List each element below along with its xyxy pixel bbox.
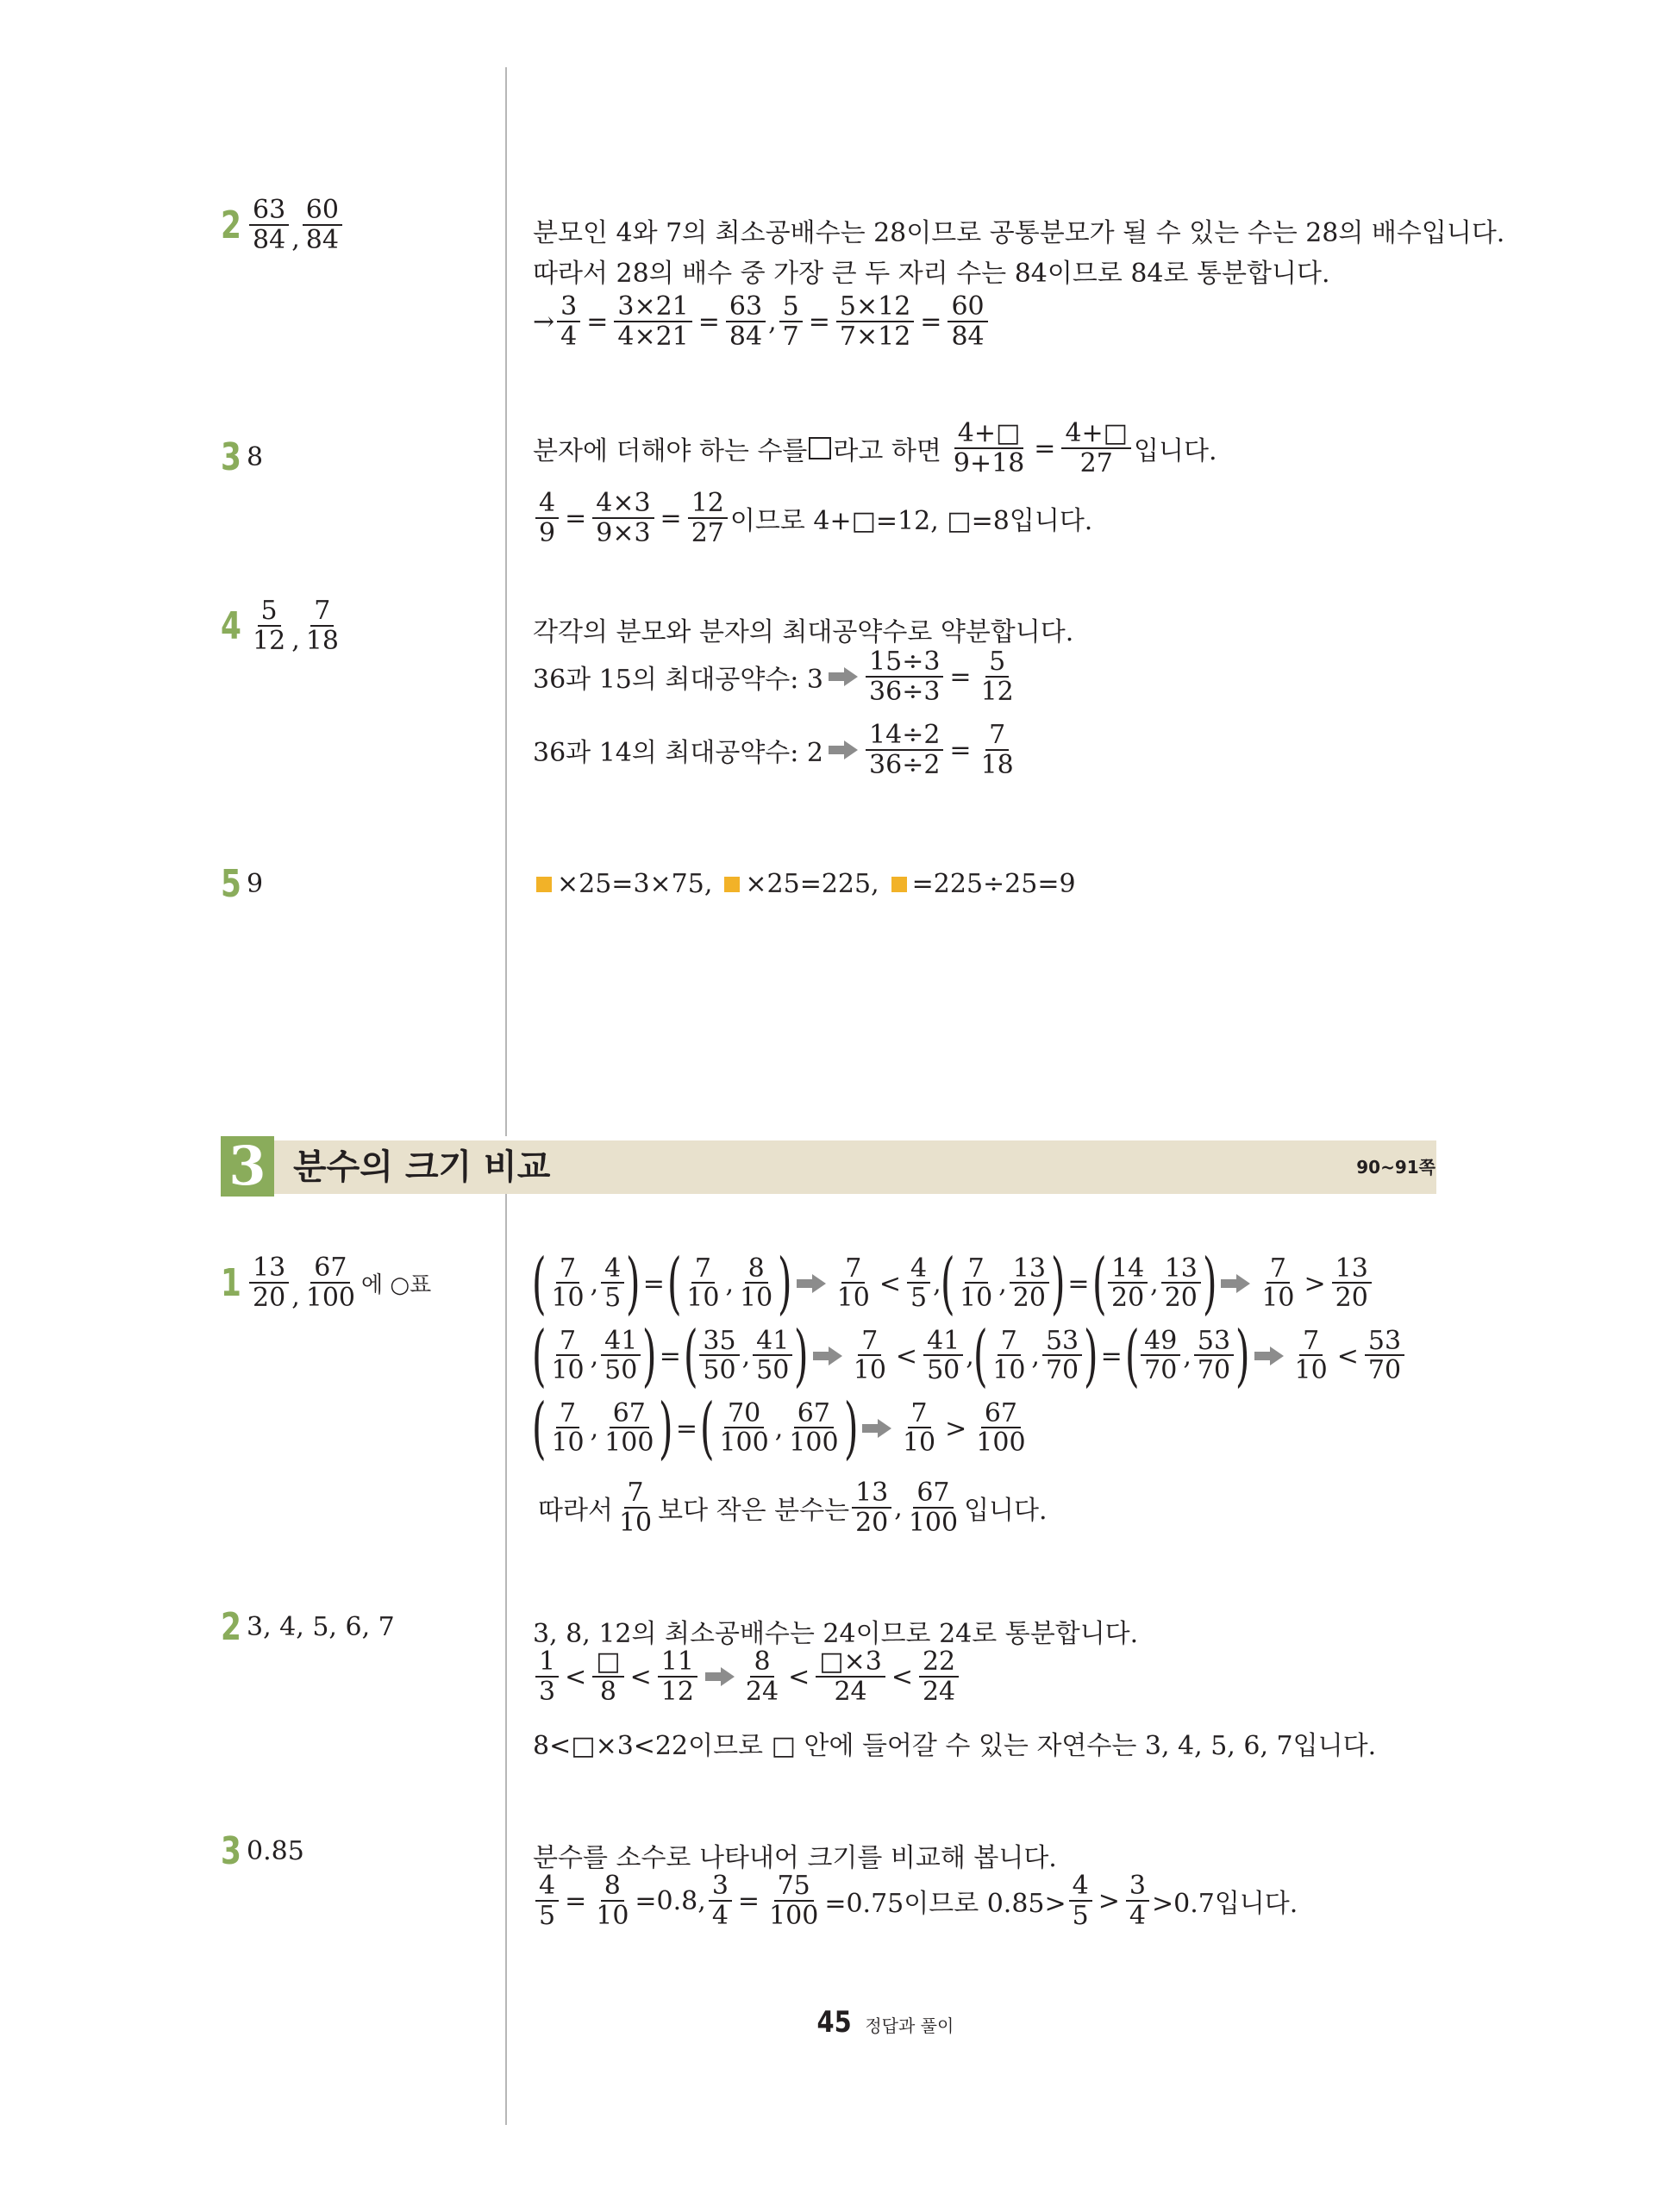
- answer-number: 2: [221, 203, 241, 247]
- answer-4: 4 $\frac{5}{12}$ , $\frac{7}{18}$: [221, 597, 345, 655]
- fraction: $\frac{63}{84}$: [249, 197, 289, 254]
- answer-2: 2 $\frac{63}{84}$ , $\frac{60}{84}$: [221, 197, 345, 254]
- explanation-5: ×25=3×75, ×25=225, =225÷25=9: [533, 869, 1076, 899]
- fraction: $\frac{41}{50}$: [753, 1328, 792, 1385]
- section-answer-3: [221, 1829, 304, 1873]
- fraction: $\frac{3}{4}$: [1126, 1872, 1149, 1930]
- fraction: $\frac{7}{10}$: [992, 1325, 1026, 1386]
- section-answer-2: [221, 1605, 395, 1649]
- fraction: $\frac{35}{50}$: [699, 1328, 739, 1385]
- fraction: $\frac{67}{100}$: [908, 1478, 959, 1538]
- fraction: $\frac{8}{10}$: [596, 1871, 629, 1931]
- answer-number: 2: [221, 1605, 241, 1649]
- fraction: $\frac{4\times 3}{9\times 3}$: [592, 490, 654, 547]
- fraction: $\frac{13}{20}$: [852, 1479, 891, 1537]
- fraction: $\frac{□}{8}$: [592, 1648, 623, 1706]
- section-number: 3: [221, 1136, 274, 1197]
- fraction: $\frac{5}{12}$: [253, 596, 286, 656]
- fraction: $\frac{8}{24}$: [745, 1647, 779, 1707]
- explanation-4-line-3: 36과 14의 최대공약수: 2 $\frac{14\div 2}{36\div 2}$ = $\frac{7}{18}$: [533, 722, 1020, 779]
- comparison-row-2: ( $\frac{7}{10}$ , $\frac{41}{50}$ ) = ( $\frac{35}{50}$ , $\frac{41}{50}$ ) $\frac{7}{10}$ < $\frac{41}{50}$ , ( $\frac{7}{10}$ , $\frac{53}{70}$ ) = ( $\frac{49}{70}$ , $\frac{53}{70}$ ) $\frac{7}{10}$ < $\frac{53}{70}$: [533, 1322, 1407, 1390]
- answer-5: [221, 862, 263, 906]
- fraction: $\frac{□\times 3}{24}$: [816, 1648, 885, 1706]
- answer-value: 9: [247, 869, 264, 899]
- fraction: $\frac{15\div 3}{36\div 3}$: [866, 648, 943, 706]
- s3-line-2: $\frac{4}{5}$ = $\frac{8}{10}$ =0.8, $\frac{3}{4}$ = $\frac{75}{100}$ =0.75이므로 0.85> $\frac{4}{5}$ > $\frac{3}{4}$ >0.7입니다.: [533, 1872, 1298, 1930]
- fraction: $\frac{7}{10}$: [551, 1325, 585, 1386]
- fraction: $\frac{7}{10}$: [902, 1397, 936, 1459]
- fraction: $\frac{60}{84}$: [303, 197, 342, 254]
- fraction: $\frac{3\times 21}{4\times 21}$: [614, 293, 691, 351]
- fraction: $\frac{67}{100}$: [604, 1397, 654, 1459]
- page-number: 45: [816, 2005, 852, 2040]
- fraction: $\frac{7}{10}$: [960, 1253, 993, 1314]
- fraction: $\frac{41}{50}$: [923, 1328, 963, 1385]
- right-arrow-icon: [1254, 1347, 1284, 1365]
- comparison-row-1: ( $\frac{7}{10}$ , $\frac{4}{5}$ ) = ( $\frac{7}{10}$ , $\frac{8}{10}$ ) $\frac{7}{10}$ < $\frac{4}{5}$ , ( $\frac{7}{10}$ , $\frac{13}{20}$ ) = ( $\frac{14}{20}$ , $\frac{13}{20}$ ) $\frac{7}{10}$ > $\frac{13}{20}$: [533, 1250, 1374, 1317]
- fraction: $\frac{13}{20}$: [1161, 1255, 1201, 1313]
- fraction: $\frac{22}{24}$: [919, 1648, 959, 1706]
- answer-number: 4: [221, 603, 241, 648]
- answer-number: 5: [221, 862, 241, 906]
- fraction: $\frac{4}{9}$: [535, 490, 559, 547]
- s3-line-1: 분수를 소수로 나타내어 크기를 비교해 봅니다.: [533, 1843, 1057, 1873]
- fraction: $\frac{4+□}{9+18}$: [953, 418, 1025, 478]
- fraction: $\frac{7}{10}$: [1294, 1325, 1328, 1386]
- fraction: $\frac{67}{100}$: [789, 1397, 839, 1459]
- right-arrow-icon: [1221, 1274, 1250, 1293]
- fraction: $\frac{13}{20}$: [249, 1254, 289, 1312]
- answer-value: 0.85: [247, 1836, 304, 1866]
- comparison-row-3: ( $\frac{7}{10}$ , $\frac{67}{100}$ ) = ( $\frac{70}{100}$ , $\frac{67}{100}$ ) $\frac{7}{10}$ > $\frac{67}{100}$: [533, 1395, 1032, 1462]
- fraction: $\frac{7}{18}$: [980, 720, 1014, 780]
- column-divider-bottom: [505, 1194, 507, 2125]
- page-footer: [814, 2005, 954, 2040]
- fraction: $\frac{60}{84}$: [948, 293, 987, 351]
- fraction: $\frac{7}{18}$: [305, 596, 339, 656]
- fraction: $\frac{1}{3}$: [535, 1648, 559, 1706]
- fraction: $\frac{5}{12}$: [980, 647, 1014, 707]
- fraction: $\frac{14\div 2}{36\div 2}$: [866, 722, 943, 779]
- fraction: $\frac{63}{84}$: [726, 293, 766, 351]
- fraction: $\frac{4}{5}$: [1069, 1872, 1092, 1930]
- fraction: $\frac{7}{10}$: [1261, 1253, 1295, 1314]
- fraction: $\frac{7}{10}$: [618, 1478, 653, 1538]
- explanation-2-line-2: 따라서 28의 배수 중 가장 큰 두 자리 수는 84이므로 84로 통분합니다.: [533, 259, 1330, 289]
- yellow-square-icon: [891, 877, 907, 892]
- answer-number: 3: [221, 1829, 241, 1873]
- fraction: $\frac{7}{10}$: [686, 1253, 720, 1314]
- explanation-3-line-1: 분자에 더해야 하는 수를 라고 하면 $\frac{4+□}{9+18}$ = $\frac{4+□}{27}$ 입니다.: [533, 418, 1217, 478]
- empty-box-icon: [809, 437, 831, 459]
- comparison-conclusion: 따라서 $\frac{7}{10}$ 보다 작은 분수는 $\frac{13}{20}$ , $\frac{67}{100}$ 입니다.: [538, 1478, 1048, 1538]
- section-answer-1: 1 $\frac{13}{20}$ , $\frac{67}{100}$ 에 ○표: [221, 1253, 432, 1313]
- fraction: $\frac{67}{100}$: [976, 1397, 1026, 1459]
- fraction: $\frac{4}{5}$: [907, 1255, 930, 1313]
- fraction: $\frac{13}{20}$: [1332, 1255, 1372, 1313]
- fraction: $\frac{70}{100}$: [719, 1397, 769, 1459]
- right-arrow-icon: [797, 1274, 826, 1293]
- explanation-4-line-2: 36과 15의 최대공약수: 3 $\frac{15\div 3}{36\div 3}$ = $\frac{5}{12}$: [533, 648, 1020, 706]
- answer-value: 3, 4, 5, 6, 7: [247, 1612, 395, 1642]
- fraction: $\frac{7}{10}$: [551, 1253, 585, 1314]
- column-divider-top: [505, 67, 507, 1136]
- fraction: $\frac{12}{27}$: [688, 490, 728, 547]
- fraction: $\frac{7}{10}$: [836, 1253, 870, 1314]
- fraction: $\frac{7}{10}$: [853, 1325, 886, 1386]
- explanation-2-line-1: 분모인 4와 7의 최소공배수는 28이므로 공통분모가 될 수 있는 수는 28의 배수입니다.: [533, 218, 1505, 248]
- yellow-square-icon: [724, 877, 740, 892]
- answer-number: 1: [221, 1260, 241, 1305]
- answer-3: [221, 435, 263, 479]
- fraction: $\frac{3}{4}$: [557, 293, 580, 351]
- s2-line-1: 3, 8, 12의 최소공배수는 24이므로 24로 통분합니다.: [533, 1619, 1139, 1649]
- explanation-3-line-2: $\frac{4}{9}$ = $\frac{4\times 3}{9\times 3}$ = $\frac{12}{27}$ 이므로 4+□=12, □=8입니다.: [533, 490, 1092, 547]
- fraction: $\frac{11}{12}$: [658, 1648, 697, 1706]
- section-title: 분수의 크기 비교: [293, 1147, 551, 1187]
- fraction: $\frac{5\times 12}{7\times 12}$: [836, 293, 914, 351]
- fraction: $\frac{4}{5}$: [601, 1255, 624, 1313]
- right-arrow-icon: [813, 1347, 842, 1365]
- right-arrow-icon: [705, 1667, 735, 1686]
- fraction: $\frac{8}{10}$: [740, 1253, 773, 1314]
- right-arrow-icon: [829, 740, 858, 759]
- explanation-2-line-3: → $\frac{3}{4}$ = $\frac{3\times 21}{4\times 21}$ = $\frac{63}{84}$ , $\frac{5}{7}$ = $\frac{5\times 12}{7\times 12}$ = $\frac{60}{84}$: [533, 293, 991, 351]
- s2-line-2: $\frac{1}{3}$ < $\frac{□}{8}$ < $\frac{11}{12}$ $\frac{8}{24}$ < $\frac{□\times 3}{24}$ < $\frac{22}{24}$: [533, 1648, 961, 1706]
- fraction: $\frac{4+□}{27}$: [1061, 420, 1131, 478]
- fraction: $\frac{41}{50}$: [601, 1328, 641, 1385]
- fraction: $\frac{53}{70}$: [1365, 1328, 1404, 1385]
- fraction: $\frac{49}{70}$: [1141, 1328, 1180, 1385]
- section-page-reference: 90~91쪽: [1356, 1157, 1435, 1178]
- answer-value: 8: [247, 442, 264, 472]
- fraction: $\frac{5}{7}$: [779, 293, 803, 351]
- fraction: $\frac{53}{70}$: [1042, 1328, 1082, 1385]
- fraction: $\frac{7}{10}$: [551, 1397, 585, 1459]
- right-arrow-icon: [829, 667, 858, 686]
- fraction: $\frac{13}{20}$: [1010, 1255, 1049, 1313]
- right-arrow-icon: [862, 1419, 891, 1438]
- explanation-4-line-1: 각각의 분모와 분자의 최대공약수로 약분합니다.: [533, 617, 1074, 647]
- answer-number: 3: [221, 435, 241, 479]
- s2-line-3: 8<□×3<22이므로 □ 안에 들어갈 수 있는 자연수는 3, 4, 5, 6, 7입니다.: [533, 1731, 1377, 1761]
- yellow-square-icon: [536, 877, 552, 892]
- fraction: $\frac{4}{5}$: [535, 1872, 559, 1930]
- footer-label: 정답과 풀이: [865, 2015, 954, 2036]
- fraction: $\frac{3}{4}$: [709, 1872, 732, 1930]
- fraction: $\frac{75}{100}$: [769, 1871, 819, 1931]
- fraction: $\frac{14}{20}$: [1108, 1255, 1148, 1313]
- fraction: $\frac{67}{100}$: [305, 1253, 355, 1313]
- fraction: $\frac{53}{70}$: [1194, 1328, 1234, 1385]
